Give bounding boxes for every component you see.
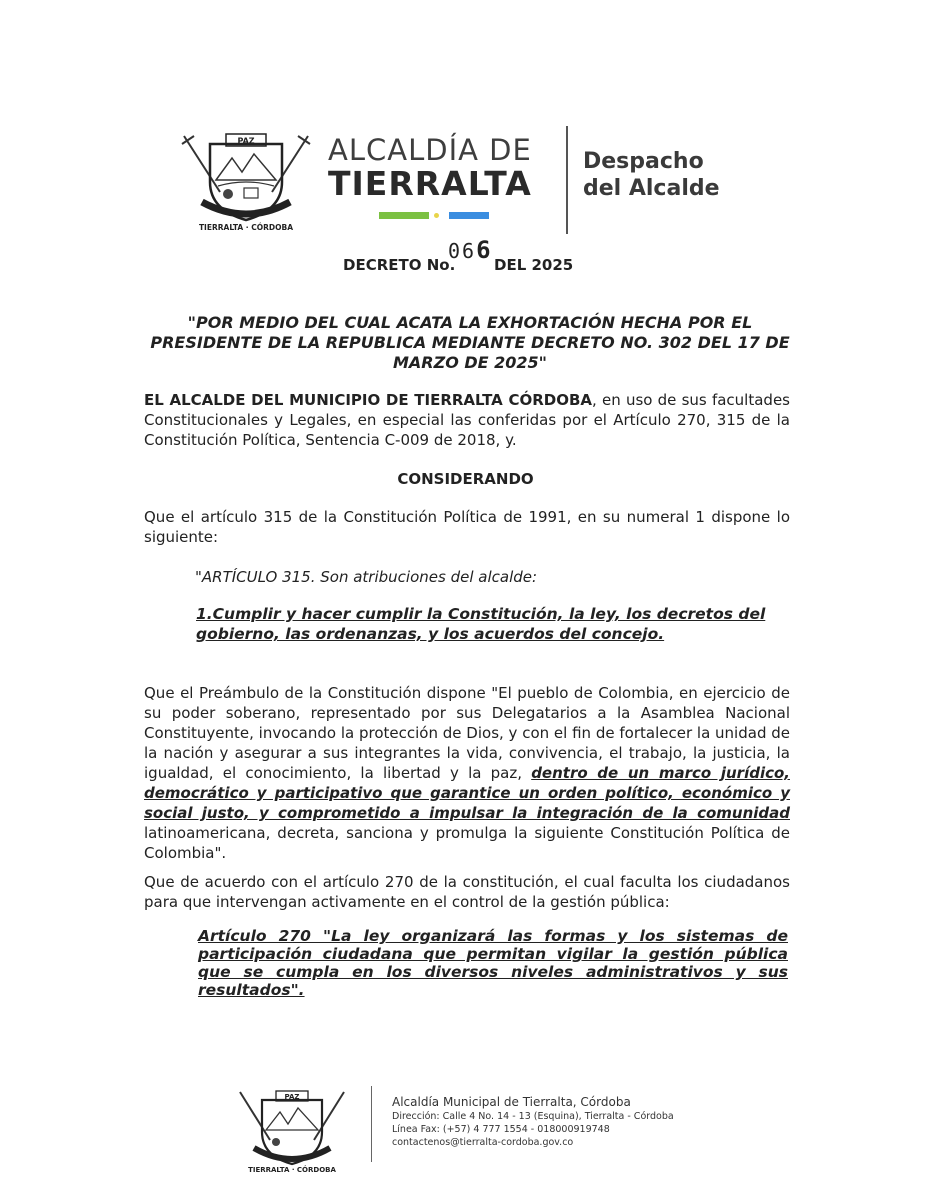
decree-label: DECRETO No. <box>343 256 456 274</box>
letterhead <box>180 122 780 232</box>
quote-numeral-1: 1.Cumplir y hacer cumplir la Constitución, la ley, los decretos del gobierno, las ordenanzas, y los acuerdos del concejo. <box>196 605 766 643</box>
footer-seal-icon <box>236 1082 348 1174</box>
svg-text:TIERRALTA · CÓRDOBA: TIERRALTA · CÓRDOBA <box>198 223 294 232</box>
footer-address: Dirección: Calle 4 No. 14 - 13 (Esquina), Tierralta - Córdoba <box>392 1111 674 1122</box>
footer-divider <box>371 1086 372 1162</box>
brand-line1: ALCALDÍA DE <box>328 133 532 167</box>
svg-text:PAZ: PAZ <box>284 1093 300 1101</box>
decree-year: DEL 2025 <box>494 256 574 274</box>
decree-number-line <box>343 236 603 276</box>
brand-logo <box>328 134 558 202</box>
section-heading: CONSIDERANDO <box>397 470 534 488</box>
paragraph-article-315: Que el artículo 315 de la Constitución Política de 1991, en su numeral 1 dispone lo siguiente: <box>144 508 790 546</box>
paragraph-article-270: Que de acuerdo con el artículo 270 de la constitución, el cual faculta los ciudadanos para que intervengan activamente en el control de la gestión pública: <box>144 873 790 911</box>
quote-article-315: "ARTÍCULO 315. Son atribuciones del alcalde: <box>195 568 538 586</box>
decree-title: "POR MEDIO DEL CUAL ACATA LA EXHORTACIÓN HECHA POR EL PRESIDENTE DE LA REPUBLICA MEDIANTE DECRETO NO. 302 DEL 17 DE MARZO DE 2025" <box>150 313 790 372</box>
brand-line2: TIERRALTA <box>328 164 532 203</box>
svg-text:TIERRALTA · CÓRDOBA: TIERRALTA · CÓRDOBA <box>248 1166 336 1174</box>
decree-number: 066 <box>448 236 493 264</box>
paragraph-preamble: Que el Preámbulo de la Constitución dispone "El pueblo de Colombia, en ejercicio de su poder soberano, representado por sus Delegatarios a la Asamblea Nacional Constituyente, invocando la protección de Dios, y con el fin de fortalecer la unidad de la nación y asegurar a sus integrantes la vida, convivencia, el trabajo, la justicia, la igualdad, el conocimiento, la libertad y la paz, dentro de un marco jurídico, democrático y participativo que garantice un orden político, económico y social justo, y comprometido a impulsar la integración de la comunidad latinoamericana, decreta, sanciona y promulga la siguiente Constitución Política de Colombia". <box>144 684 790 862</box>
municipal-seal-icon <box>180 122 312 232</box>
office-name: Despacho del Alcalde <box>583 149 720 201</box>
footer-email[interactable]: contactenos@tierralta-cordoba.gov.co <box>392 1137 574 1148</box>
header-divider <box>566 126 568 234</box>
footer-phone: Línea Fax: (+57) 4 777 1554 - 018000919748 <box>392 1124 610 1135</box>
brand-color-bar <box>379 212 499 220</box>
footer-org-name: Alcaldía Municipal de Tierralta, Córdoba <box>392 1095 631 1109</box>
intro-paragraph: EL ALCALDE DEL MUNICIPIO DE TIERRALTA CÓRDOBA, en uso de sus facultades Constitucionales y Legales, en especial las conferidas por el Artículo 270, 315 de la Constitución Política, Sentencia C-009 de 2018, y. <box>144 391 790 449</box>
svg-text:PAZ: PAZ <box>237 136 255 146</box>
quote-article-270: Artículo 270 "La ley organizará las formas y los sistemas de participación ciudadana que permitan vigilar la gestión pública que se cumpla en los diversos niveles administrativos y sus resultados". <box>198 927 788 999</box>
footer-contact <box>392 1094 674 1149</box>
